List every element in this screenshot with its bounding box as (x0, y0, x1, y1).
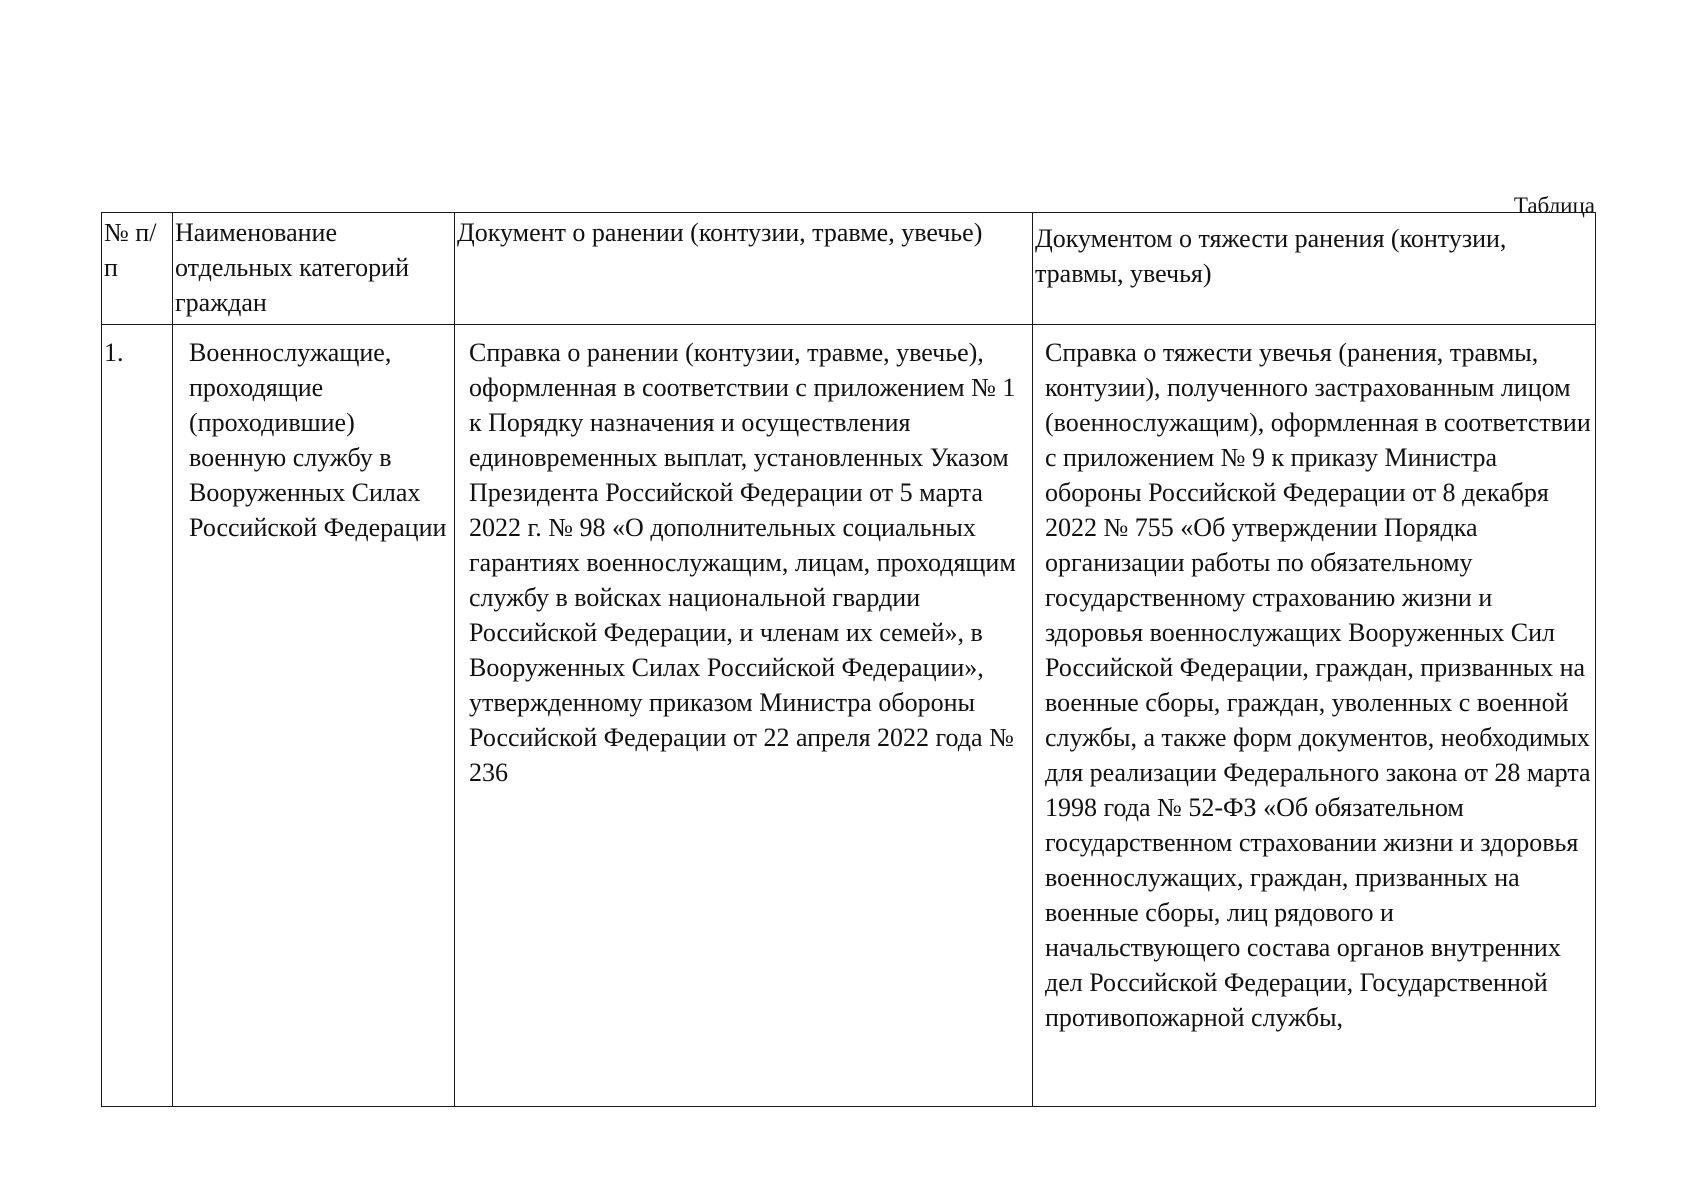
table-header-row (102, 213, 1596, 325)
table-row (102, 325, 1596, 1107)
row-severity-document: Справка о тяжести увечья (ранения, травмы, контузии), полученного застрахованным лицом (военнослужащим), оформленная в соответствии с приложением № 9 к приказу Министра обороны Российской Федерации от 8 декабря 2022 № 755 «Об утверждении Порядка организации работы по обязательному государственному страхованию жизни и здоровья военнослужащих Вооруженных Сил Российской Федерации, граждан, призванных на военные сборы, граждан, уволенных с военной службы, а также форм документов, необходимых для реализации Федерального закона от 28 марта 1998 года № 52-ФЗ «Об обязательном государственном страховании жизни и здоровья военнослужащих, граждан, призванных на военные сборы, лиц рядового и начальствующего состава органов внутренних дел Российской Федерации, Государственной противопожарной службы, (1033, 325, 1596, 1107)
header-severity-document: Документом о тяжести ранения (контузии, травмы, увечья) (1033, 213, 1596, 325)
header-number: № п/п (102, 213, 173, 325)
row-number: 1. (102, 325, 173, 1107)
row-injury-document: Справка о ранении (контузии, травме, увечье), оформленная в соответствии с приложением № 1 к Порядку назначения и осуществления единовременных выплат, установленных Указом Президента Российской Федерации от 5 марта 2022 г. № 98 «О дополнительных социальных гарантиях военнослужащим, лицам, проходящим службу в войсках национальной гвардии Российской Федерации, и членам их семей», в Вооруженных Силах Российской Федерации», утвержденному приказом Министра обороны Российской Федерации от 22 апреля 2022 года № 236 (455, 325, 1033, 1107)
table-caption: Таблица (1513, 193, 1595, 218)
document-table (101, 212, 1596, 1107)
header-category: Наименование отдельных категорий граждан (173, 213, 455, 325)
row-category: Военнослужащие, проходящие (проходившие) военную службу в Вооруженных Силах Российской Федерации (173, 325, 455, 1107)
header-injury-document: Документ о ранении (контузии, травме, увечье) (455, 213, 1033, 325)
